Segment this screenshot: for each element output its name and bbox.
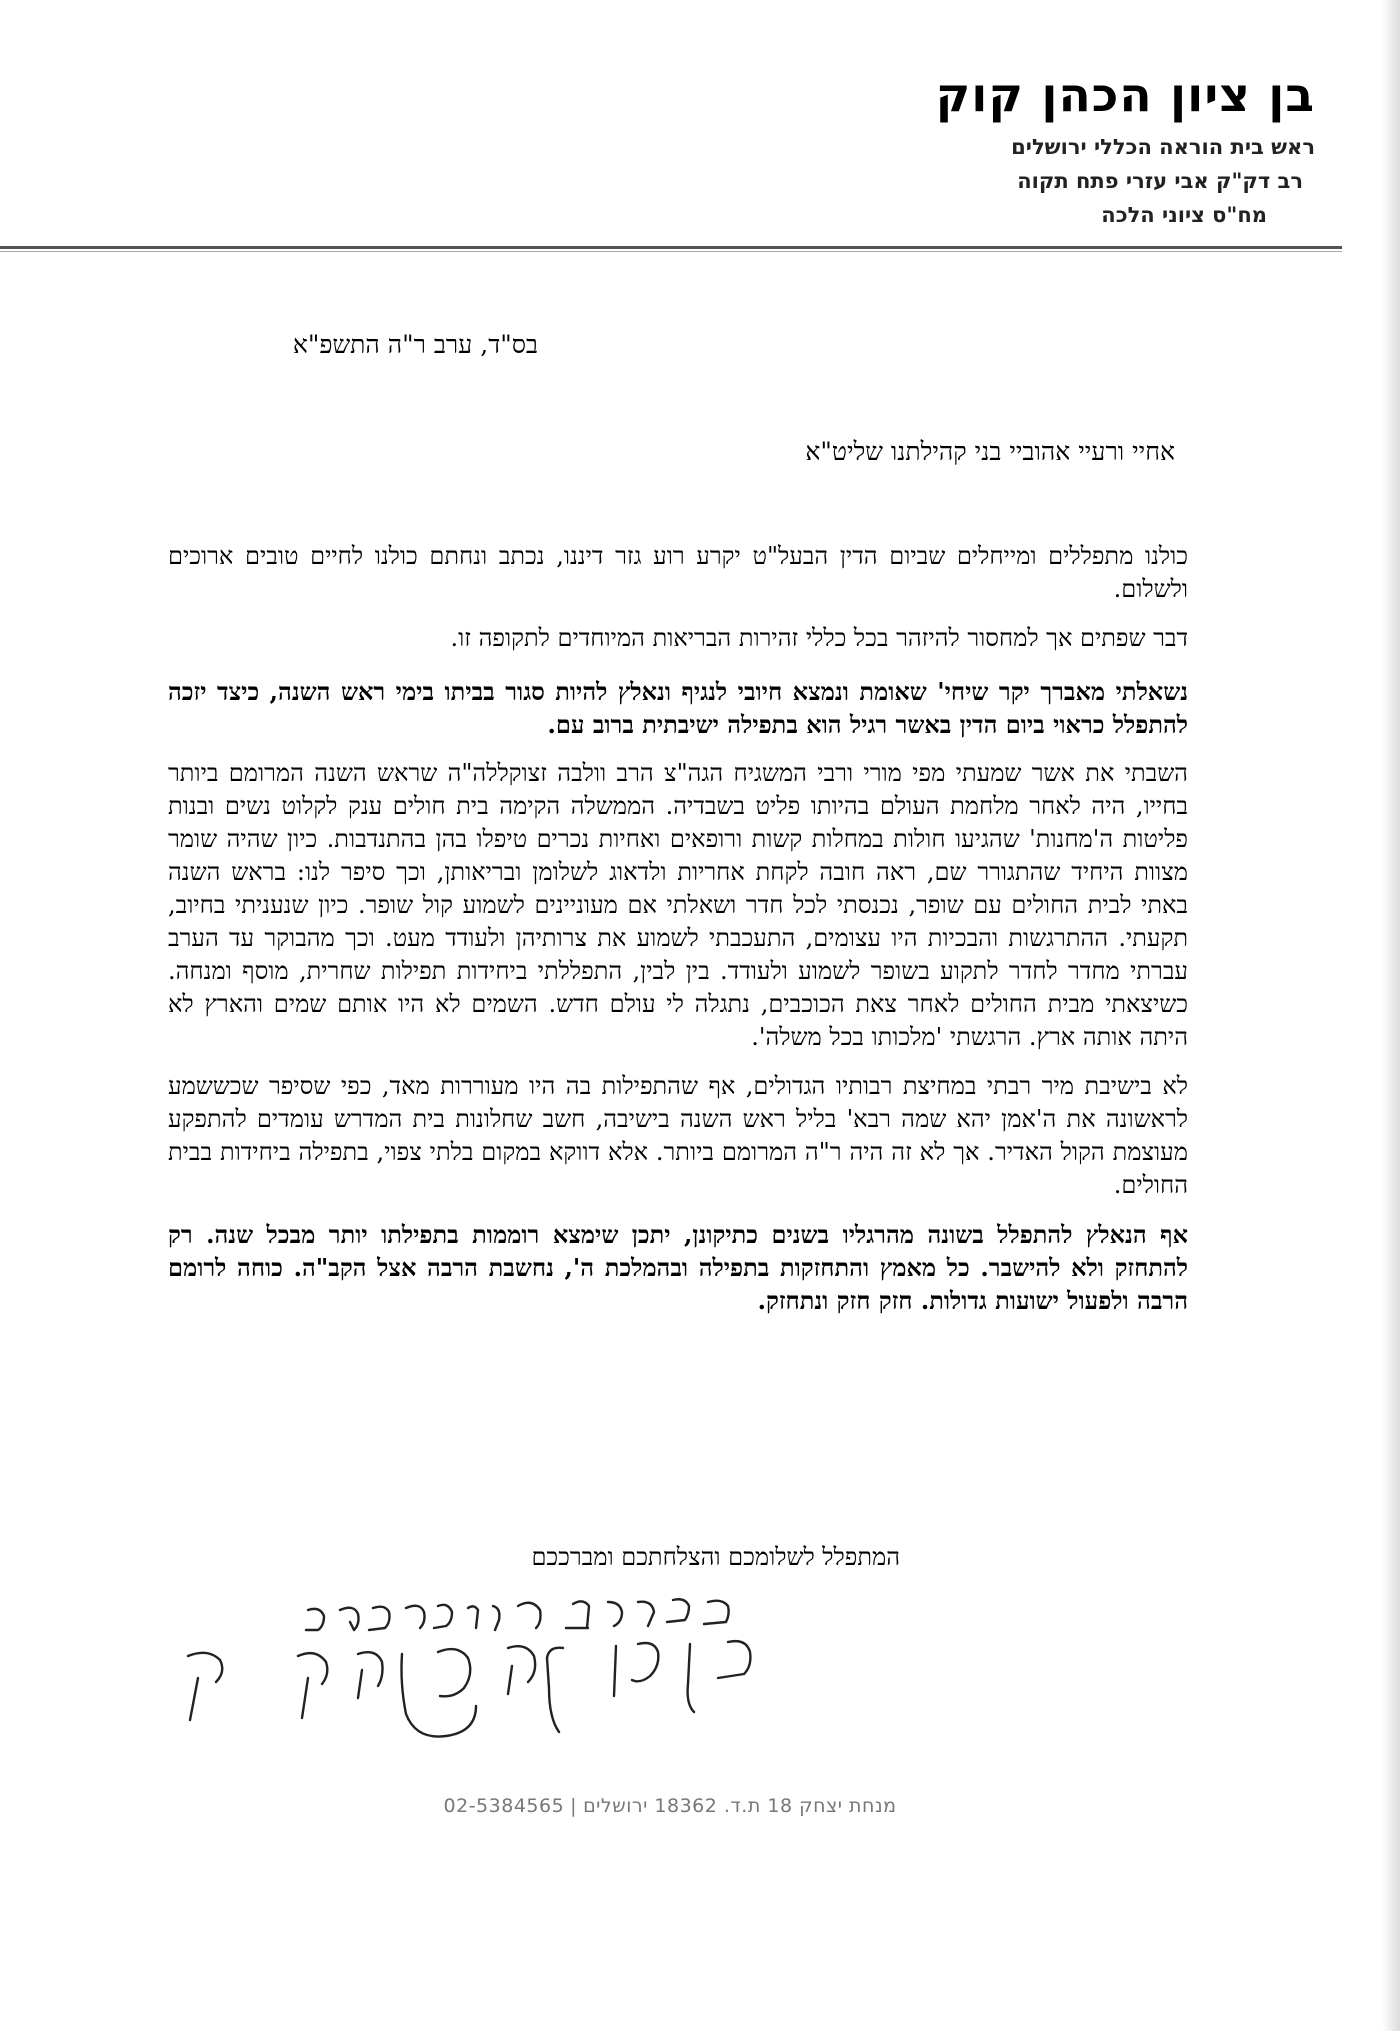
question-paragraph: נשאלתי מאברך יקר שיחי' שאומת ונמצא חיובי לנגיף ונאלץ להיות סגור בביתו בימי ראש השנה, כיצד יזכה להתפלל כראוי ביום הדין באשר רגיל הוא בתפילה ישיבתית ברוב עם. <box>168 677 1188 739</box>
letterhead-title-1: ראש בית הוראה הכללי ירושלים <box>1011 135 1315 159</box>
paragraph-2: דבר שפתים אך למחסור להיזהר בכל כללי זהירות הבריאות המיוחדים לתקופה זו. <box>450 624 1188 652</box>
page-edge-shadow <box>1382 0 1400 2031</box>
letterhead <box>835 62 1315 232</box>
letterhead-name: בן ציון הכהן קוק <box>935 68 1315 123</box>
letterhead-title-2: רב דק"ק אבי עזרי פתח תקוה <box>1017 169 1303 193</box>
header-divider <box>0 246 1342 249</box>
date-line: בס"ד, ערב ר"ה התשפ"א <box>292 330 538 359</box>
handwritten-signature <box>168 1582 768 1752</box>
paragraph-5: לא בישיבת מיר רבתי במחיצת רבותיו הגדולים, אף שהתפילות בה היו מעוררות מאד, כפי שסיפר שכששמע לראשונה את ה'אמן יהא שמה רבא' בליל ראש השנה בישיבה, חשב שחלונות בית המדרש עומדים להתפקע מעוצמת הקול האדיר. אך לא זה היה ר"ה המרומם ביותר. אלא דווקא במקום בלתי צפוי, בתפילה ביחידות בבית החולים. <box>168 1072 1188 1199</box>
footer-separator: | <box>570 1795 578 1817</box>
letterhead-title-3: מח"ס ציוני הלכה <box>1101 203 1267 227</box>
header-divider-thin <box>0 251 1342 252</box>
story-paragraph: השבתי את אשר שמעתי מפי מורי ורבי המשגיח הגה"צ הרב וולבה זצוקללה"ה שראש השנה המרומם ביותר בחייו, היה לאחר מלחמת העולם בהיותו פליט בשבדיה. הממשלה הקימה בית חולים ענק לקלוט נשים ובנות פליטות ה'מחנות' שהגיעו חולות במחלות קשות ורופאים ואחיות נכרים טיפלו בהן בהתנדבות. כיון שהיה שומר מצוות היחיד שהתגורר שם, ראה חובה לקחת אחריות ולדאוג לשלומן ובריאותן, וכך סיפר לנו: בראש השנה באתי לבית החולים עם שופר, נכנסתי לכל חדר ושאלתי אם מעוניינים לשמוע קול שופר. כיון שנעניתי בחיוב, תקעתי. ההתרגשות והבכיות היו עצומים, התעכבתי לשמוע את צרותיהן ולעודד מעט. וכך מהבוקר עד הערב עברתי מחדר לחדר לתקוע בשופר לשמוע ולעודד. בין לבין, התפללתי ביחידות תפילות שחרית, מוסף ומנחה. כשיצאתי מבית החולים לאחר צאת הכוכבים, נתגלה לי עולם חדש. השמים לא היו אותם שמים והארץ לא היתה אותה ארץ. הרגשתי 'מלכותו בכל משלה'. <box>168 759 1188 1051</box>
conclusion-paragraph: אף הנאלץ להתפלל בשונה מהרגליו בשנים כתיקונן, יתכן שימצא רוממות בתפילתו יותר מבכל שנה. רק להתחזק ולא להישבר. כל מאמץ והתחזקות בתפילה ובהמלכת ה', נחשבת הרבה אצל הקב"ה. כוחה לרומם הרבה ולפעול ישועות גדולות. חזק חזק ונתחזק. <box>168 1220 1188 1315</box>
closing-line: המתפלל לשלומכם והצלחתכם ומברככם <box>531 1543 900 1571</box>
letter-body <box>168 540 1188 1333</box>
footer-contact <box>0 1795 1340 1817</box>
paragraph-1: כולנו מתפללים ומייחלים שביום הדין הבעל"ט יקרע רוע גזר דיננו, נכתב ונחתם כולנו לחיים טובים ארוכים ולשלום. <box>168 542 1188 603</box>
footer-phone: 02-5384565 <box>443 1795 565 1817</box>
salutation: אחיי ורעיי אהוביי בני קהילתנו שליט"א <box>805 437 1175 466</box>
footer-address: מנחת יצחק 18 ת.ד. 18362 ירושלים <box>583 1795 897 1817</box>
